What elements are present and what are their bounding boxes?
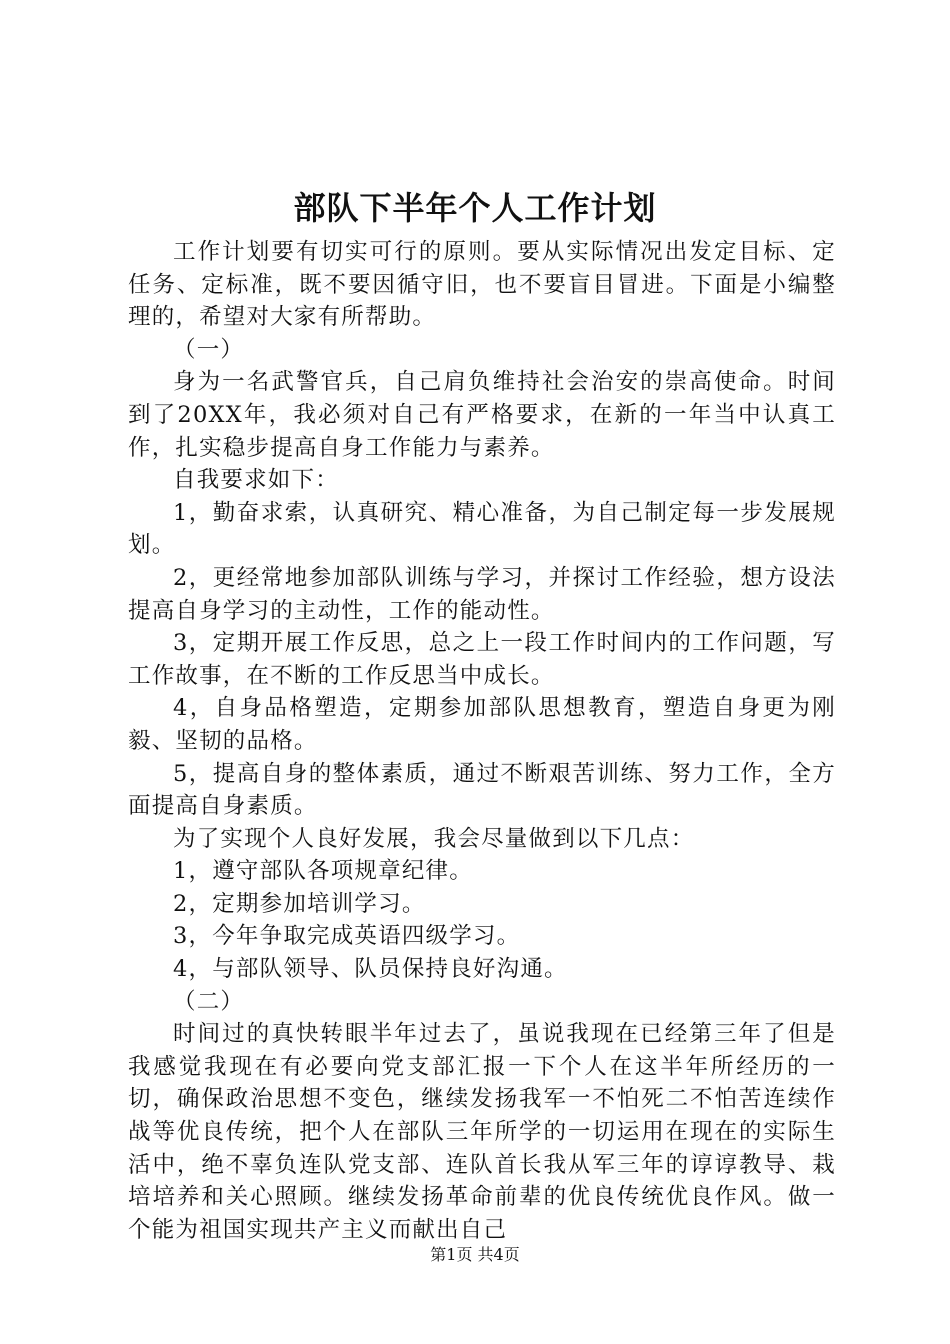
list-item: 2，更经常地参加部队训练与学习，并探讨工作经验，想方设法提高自身学习的主动性，工作的能动性。 [128, 564, 836, 624]
section-heading-1: （一） [173, 336, 245, 363]
document-title: 部队下半年个人工作计划 [293, 189, 657, 227]
document-body [128, 236, 836, 1246]
body-paragraph: 为了实现个人良好发展，我会尽量做到以下几点： [173, 825, 695, 852]
list-item: 5，提高自身的整体素质，通过不断艰苦训练、努力工作，全方面提高自身素质。 [128, 760, 836, 820]
list-item: 4，自身品格塑造，定期参加部队思想教育，塑造自身更为刚毅、坚韧的品格。 [128, 695, 836, 754]
intro-paragraph: 工作计划要有切实可行的原则。要从实际情况出发定目标、定任务、定标准，既不要因循守旧，也不要盲目冒进。下面是小编整理的，希望对大家有所帮助。 [128, 239, 836, 331]
list-item: 4，与部队领导、队员保持良好沟通。 [173, 956, 568, 983]
body-paragraph: 自我要求如下： [173, 467, 339, 494]
body-paragraph: 时间过的真快转眼半年过去了，虽说我现在已经第三年了但是我感觉我现在有必要向党支部汇报一下个人在这半年所经历的一切，确保政治思想不变色，继续发扬我军一不怕死二不怕苦连续作战等优良传统，把个人在部队三年所学的一切运用在现在的实际生活中，绝不辜负连队党支部、连队首长我从军三年的谆谆教导、栽培培养和关心照顾。继续发扬革命前辈的优良传统优良作风。做一个能为祖国实现共产主义而献出自己 [128, 1021, 836, 1243]
section-heading-2: （二） [173, 988, 245, 1015]
list-item: 2，定期参加培训学习。 [173, 890, 426, 917]
list-item: 1，勤奋求索，认真研究、精心准备，为自己制定每一步发展规划。 [128, 499, 836, 559]
body-paragraph: 身为一名武警官兵，自己肩负维持社会治安的崇高使命。时间到了20XX年，我必须对自己有严格要求，在新的一年当中认真工作，扎实稳步提高自身工作能力与素养。 [128, 369, 836, 461]
list-item: 3，定期开展工作反思，总之上一段工作时间内的工作问题，写工作故事，在不断的工作反思当中成长。 [128, 630, 836, 689]
page-footer: 第1页 共4页 [430, 1245, 520, 1264]
list-item: 1，遵守部队各项规章纪律。 [173, 858, 473, 885]
list-item: 3，今年争取完成英语四级学习。 [173, 923, 521, 950]
